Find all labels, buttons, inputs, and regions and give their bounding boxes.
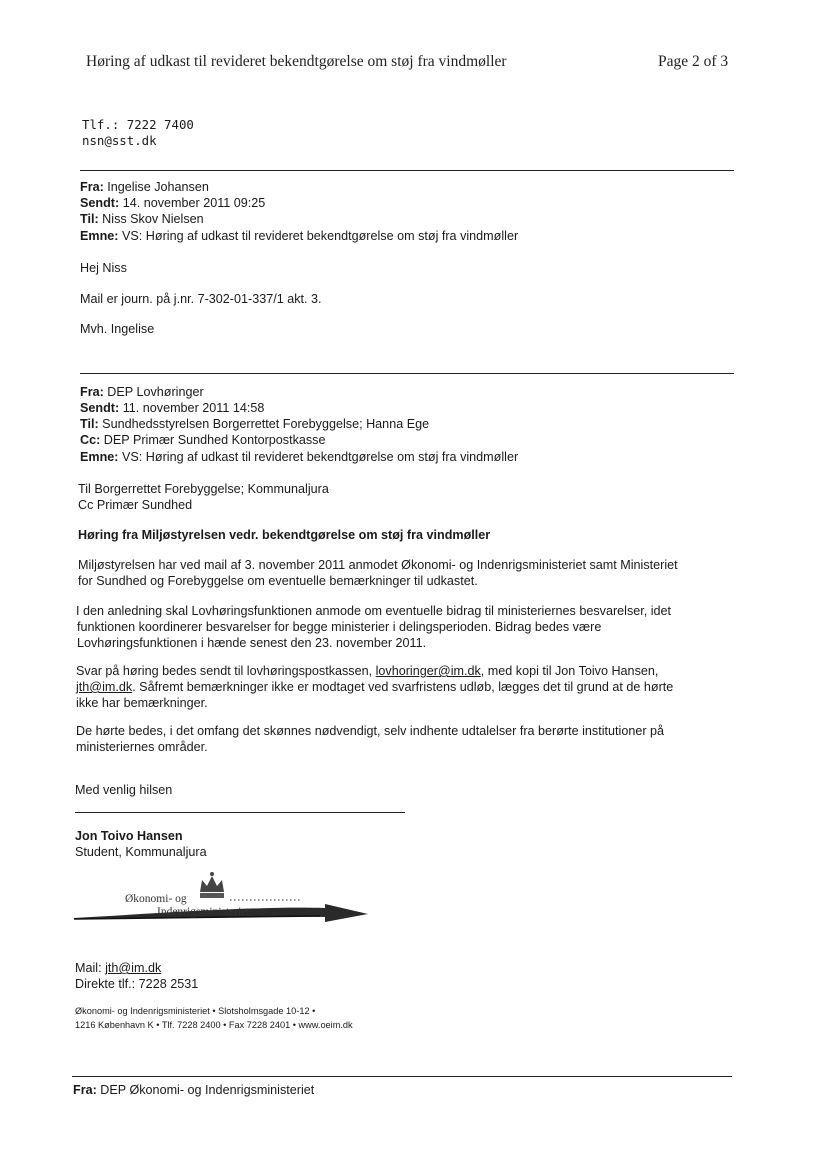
routing-to: Til Borgerrettet Forebyggelse; Kommunaljura — [78, 482, 329, 496]
paragraph-4-line-1: De hørte bedes, i det omfang det skønnes nødvendigt, selv indhente udtalelser fra berørte institutioner på — [76, 724, 665, 738]
email1-to: Niss Skov Nielsen — [102, 212, 204, 226]
paragraph-3-line-1 — [76, 663, 658, 679]
email1-subject: VS: Høring af udkast til revideret bekendtgørelse om støj fra vindmøller — [122, 229, 519, 243]
page-header-title: Høring af udkast til revideret bekendtgørelse om støj fra vindmøller — [86, 53, 507, 70]
sent-label: Sendt: — [80, 401, 120, 415]
email1-body: Mail er journ. på j.nr. 7-302-01-337/1 akt. 3. — [80, 292, 322, 306]
mail-label: Mail: — [75, 961, 106, 975]
paragraph-1-line-2: for Sundhed og Forebyggelse om eventuelle bemærkninger til udkastet. — [78, 574, 478, 588]
email1-sent-row — [80, 195, 265, 211]
from-label: Fra: — [73, 1083, 97, 1097]
from-label: Fra: — [80, 385, 104, 399]
contact-phone: Tlf.: 7222 7400 — [82, 117, 194, 132]
subject-label: Emne: — [80, 450, 119, 464]
footer-address-line-2: 1216 København K • Tlf. 7228 2400 • Fax 7228 2401 • www.oeim.dk — [75, 1020, 353, 1030]
sent-label: Sendt: — [80, 196, 120, 210]
divider — [72, 1076, 732, 1077]
email2-from-row — [80, 384, 204, 400]
email2-from: DEP Lovhøringer — [107, 385, 204, 399]
page-number: Page 2 of 3 — [658, 53, 729, 70]
email2-sent: 11. november 2011 14:58 — [122, 401, 265, 415]
paragraph-2-line-3: Lovhøringsfunktionen i hænde senest den 23. november 2011. — [77, 636, 427, 650]
signature-direct-phone: Direkte tlf.: 7228 2531 — [75, 977, 199, 991]
to-label: Til: — [80, 212, 99, 226]
email1-sent: 14. november 2011 09:25 — [122, 196, 266, 210]
signature-name: Jon Toivo Hansen — [75, 829, 183, 843]
email1-subject-row — [80, 228, 518, 244]
email2-heading: Høring fra Miljøstyrelsen vedr. bekendtgørelse om støj fra vindmøller — [78, 528, 491, 542]
paragraph-2-line-1: I den anledning skal Lovhøringsfunktionen anmode om eventuelle bidrag til ministeriernes besvarelser, idet — [76, 604, 672, 618]
footer-address-line-1: Økonomi- og Indenrigsministeriet • Slotsholmsgade 10-12 • — [75, 1006, 316, 1016]
email1-signoff: Mvh. Ingelise — [80, 322, 155, 336]
signature-mail-row — [75, 960, 161, 976]
email1-greeting: Hej Niss — [80, 261, 127, 275]
cc-label: Cc: — [80, 433, 101, 447]
subject-label: Emne: — [80, 229, 119, 243]
logo-text-line-2: Indenrigsministeriet — [157, 906, 250, 918]
paragraph-3-line-2 — [76, 679, 673, 695]
from-label: Fra: — [80, 180, 104, 194]
email2-cc: DEP Primær Sundhed Kontorpostkasse — [103, 433, 326, 447]
email2-cc-row — [80, 432, 325, 448]
signature-title: Student, Kommunaljura — [75, 845, 207, 859]
email2-subject: VS: Høring af udkast til revideret bekendtgørelse om støj fra vindmøller — [122, 450, 519, 464]
email2-to-row — [80, 416, 429, 432]
routing-cc: Cc Primær Sundhed — [78, 498, 193, 512]
signature-divider — [75, 812, 405, 813]
logo-text-line-1: Økonomi- og — [125, 893, 187, 905]
email3-from-row — [73, 1082, 314, 1098]
paragraph-3-text: Svar på høring bedes sendt til lovhøringspostkassen, — [76, 664, 376, 678]
paragraph-3-text: . Såfremt bemærkninger ikke er modtaget ved svarfristens udløb, lægges det til grund at de hørte — [132, 680, 674, 694]
to-label: Til: — [80, 417, 99, 431]
paragraph-1-line-1: Miljøstyrelsen har ved mail af 3. november 2011 anmodet Økonomi- og Indenrigsministeriet samt Ministeriet — [78, 558, 678, 572]
email2-subject-row — [80, 449, 518, 465]
paragraph-3-line-3: ikke har bemærkninger. — [76, 696, 208, 710]
divider — [80, 170, 734, 171]
email1-from-row — [80, 179, 209, 195]
crown-icon — [200, 872, 224, 898]
email2-to: Sundhedsstyrelsen Borgerrettet Forebyggelse; Hanna Ege — [102, 417, 430, 431]
email1-to-row — [80, 211, 204, 227]
signature-email-link[interactable]: jth@im.dk — [105, 961, 162, 975]
paragraph-2-line-2: funktionen koordinerer besvarelser for begge ministerier i delingsperioden. Bidrag bedes være — [77, 620, 602, 634]
divider — [80, 373, 734, 374]
contact-email: nsn@sst.dk — [82, 133, 157, 148]
paragraph-3-text: , med kopi til Jon Toivo Hansen, — [480, 664, 659, 678]
paragraph-4-line-2: ministeriernes områder. — [76, 740, 208, 754]
lovhoringer-email-link[interactable]: lovhoringer@im.dk — [375, 664, 481, 678]
closing: Med venlig hilsen — [75, 783, 173, 797]
ministry-logo — [70, 870, 370, 930]
email2-sent-row — [80, 400, 264, 416]
email1-from: Ingelise Johansen — [107, 180, 209, 194]
jth-email-link[interactable]: jth@im.dk — [76, 680, 133, 694]
email3-from: DEP Økonomi- og Indenrigsministeriet — [100, 1083, 315, 1097]
